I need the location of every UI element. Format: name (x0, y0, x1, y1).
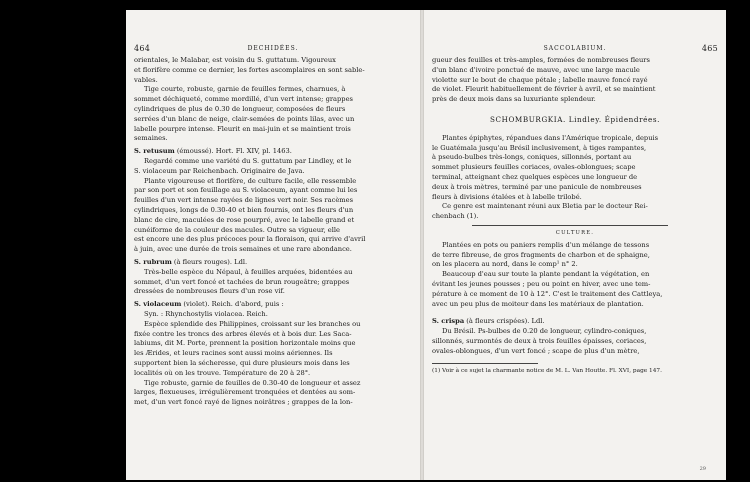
text-line: on les placera au nord, dans le comp¹ n° 2. (432, 260, 578, 269)
left-top-lines (134, 56, 412, 85)
text-line: cylindriques, longs de 0.30-40 et bien fournis, ont les fleurs d'un (134, 205, 354, 214)
text-line: deux à trois mètres, terminé par une panicule de nombreuses (432, 182, 642, 191)
text-line: localités où on les trouve. Température de 20 à 28°. (134, 368, 311, 377)
text-line: labelle pourpre intense. Fleurit en mai-juin et se maintient trois (134, 124, 351, 133)
species-text-rubrum (134, 268, 412, 297)
right-top-lines (432, 56, 718, 105)
species-heading-violaceum (134, 300, 412, 310)
text-line: fleurs à divisions étalées et à labelle trilobé. (432, 192, 582, 201)
species-text-crispa (432, 327, 718, 356)
culture-heading: CULTURE. (555, 229, 595, 236)
culture-text (432, 241, 718, 310)
text-line: Très-belle espèce du Népaul, à feuilles arquées, bidentées au (144, 267, 353, 276)
text-line: Tige robuste, garnie de feuilles de 0.30-40 de longueur et assez (144, 378, 361, 387)
genus-section-title: SCHOMBURGKIA. Lindley. Épidendrées. (489, 114, 661, 124)
genus-description (432, 134, 718, 222)
text-line: près de deux mois dans sa luxuriante splendeur. (432, 95, 596, 104)
text-line: violette sur le bout de chaque pétale ; labelle mauve foncé rayé (432, 75, 648, 84)
left-page-body (134, 56, 412, 408)
text-line: Beaucoup d'eau sur toute la plante pendant la végétation, en (442, 270, 650, 279)
text-line: Espèce splendide des Philippines, croissant sur les branches ou (144, 319, 361, 328)
text-line: larges, flexueuses, irrégulièrement tronquées et dentées au som- (134, 388, 356, 397)
text-line: et florifère comme ce dernier, les fortes ascomplaires en sont sable- (134, 65, 365, 74)
text-line: Plante vigoureuse et florifère, de culture facile, elle ressemble (144, 176, 357, 185)
signature-mark: 29 (699, 466, 706, 472)
right-page-number: 465 (701, 44, 718, 53)
footnote: (1) Voir à ce sujet la charmante notice de M. L. Van Houtte. Fl. XVI, page 147. (432, 367, 662, 374)
left-running-title: DECHIDÉES. (247, 45, 299, 52)
species-authority: (à fleurs crispées). Ldl. (464, 317, 545, 326)
species-authority: (émoussé). Hort. Fl. XIV, pl. 1463. (174, 147, 292, 156)
text-line: blanc de cire, maculées de rose pourpré, avec le labelle grand et (134, 215, 355, 224)
left-page-number: 464 (134, 44, 151, 53)
right-page (424, 10, 726, 480)
text-line: supportent bien la sécheresse, qui dure plusieurs mois dans les (134, 358, 350, 367)
text-line: dressées de nombreuses fleurs d'un rose vif. (134, 287, 285, 296)
species-authority: (violet). Reich. d'abord, puis : (181, 300, 284, 309)
text-line: labiums, dit M. Porte, prennent la position horizontale moins que (134, 339, 356, 348)
text-line: fixée contre les troncs des arbres élevés et à bois dur. Les Saca- (134, 329, 352, 338)
right-page-body (432, 56, 718, 375)
text-line: avec un peu plus de moiteur dans les matériaux de plantation. (432, 299, 644, 308)
text-line: sommet plusieurs feuilles coriaces, ovales-oblongues; scape (432, 163, 636, 172)
text-line: terminal, atteignant chez quelques espèces une longueur de (432, 172, 638, 181)
species-heading-rubrum (134, 258, 412, 268)
left-top-paragraph (134, 85, 412, 144)
section-rule (472, 225, 668, 226)
text-line: feuilles d'un vert intense rayées de lignes vert noir. Ses racèmes (134, 196, 354, 205)
text-line: à juin, avec une durée de trois semaines et une rare abondance. (134, 245, 352, 254)
text-line: Du Brésil. Ps-bulbes de 0.20 de longueur, cylindro-coniques, (442, 327, 647, 336)
left-page (126, 10, 420, 480)
text-line: Regardé comme une variété du S. guttatum par Lindley, et le (144, 156, 352, 165)
text-line: Tige courte, robuste, garnie de feuilles fermes, charnues, à (144, 85, 346, 94)
text-line: orientales, le Malabar, est voisin du S. guttatum. Vigoureux (134, 56, 336, 64)
text-line: de violet. Fleurit habituellement de février à avril, et se maintient (432, 85, 656, 94)
text-line: vables. (134, 75, 158, 84)
text-line: met, d'un vert foncé rayé de lignes noirâtres ; grappes de la lon- (134, 398, 353, 407)
species-heading-retusum (134, 147, 412, 157)
text-line: de terre fibreuse, de gros fragments de charbon et de sphaigne, (432, 250, 650, 259)
species-name: S. violaceum (134, 300, 182, 309)
footnote-rule (432, 363, 538, 364)
text-line: sillonnés, surmontés de deux à trois feuilles épaisses, coriaces, (432, 336, 647, 345)
species-text-violaceum (134, 320, 412, 408)
text-line: cunéiforme de la couleur des macules. Outre sa vigueur, elle (134, 225, 340, 234)
synonym-line: Syn. : Rhynchostylis violacea. Reich. (144, 309, 268, 318)
species-authority: (à fleurs rouges). Ldl. (171, 257, 248, 266)
species-name: S. rubrum (134, 257, 172, 266)
text-line: sommet déchiqueté, comme mordillé, d'un vert intense; grappes (134, 95, 353, 104)
right-running-title: SACCOLABIUM. (543, 45, 607, 52)
text-line: ovales-oblongues, d'un vert foncé ; scape de plus d'un mètre, (432, 346, 640, 355)
species-text-retusum (134, 157, 412, 255)
text-line: par son port et son feuillage au S. violaceum, ayant comme lui les (134, 186, 358, 195)
text-line: à pseudo-bulbes très-longs, coniques, sillonnés, portant au (432, 153, 632, 162)
open-book (126, 10, 726, 480)
text-line: cylindriques de plus de 0.30 de longueur, composées de fleurs (134, 104, 346, 113)
text-line: Ce genre est maintenant réuni aux Bletia par le docteur Rei- (442, 202, 648, 211)
species-name: S. crispa (432, 317, 465, 326)
text-line: d'un blanc d'ivoire ponctué de mauve, avec une large macule (432, 65, 640, 74)
text-line: sommet, d'un vert foncé et tachées de brun rougeâtre; grappes (134, 277, 350, 286)
text-line: Plantées en pots ou paniers remplis d'un mélange de tessons (442, 240, 650, 249)
text-line: serrées d'un blanc de neige, clair-semées de points lilas, avec un (134, 114, 355, 123)
text-line: S. violaceum par Reichenbach. Originaire de Java. (134, 166, 305, 175)
text-line: les Ærides, et leurs racines sont aussi moins aériennes. Ils (134, 349, 333, 358)
species-heading-crispa (432, 317, 718, 327)
text-line: le Guatémala jusqu'au Brésil inclusivement, à tiges rampantes, (432, 143, 647, 152)
text-line: gueur des feuilles et très-amples, formées de nombreuses fleurs (432, 56, 650, 64)
text-line: chenbach (1). (432, 212, 479, 221)
text-line: Plantes épiphytes, répandues dans l'Amérique tropicale, depuis (442, 133, 659, 142)
text-line: pérature à ce moment de 10 à 12°. C'est le traitement des Cattleya, (432, 289, 663, 298)
species-name: S. retusum (134, 147, 175, 156)
text-line: est encore une des plus précoces pour la floraison, qui arrive d'avril (134, 235, 366, 244)
text-line: évitant les jeunes pousses ; peu ou point en hiver, avec une tem- (432, 279, 651, 288)
text-line: semaines. (134, 134, 168, 143)
